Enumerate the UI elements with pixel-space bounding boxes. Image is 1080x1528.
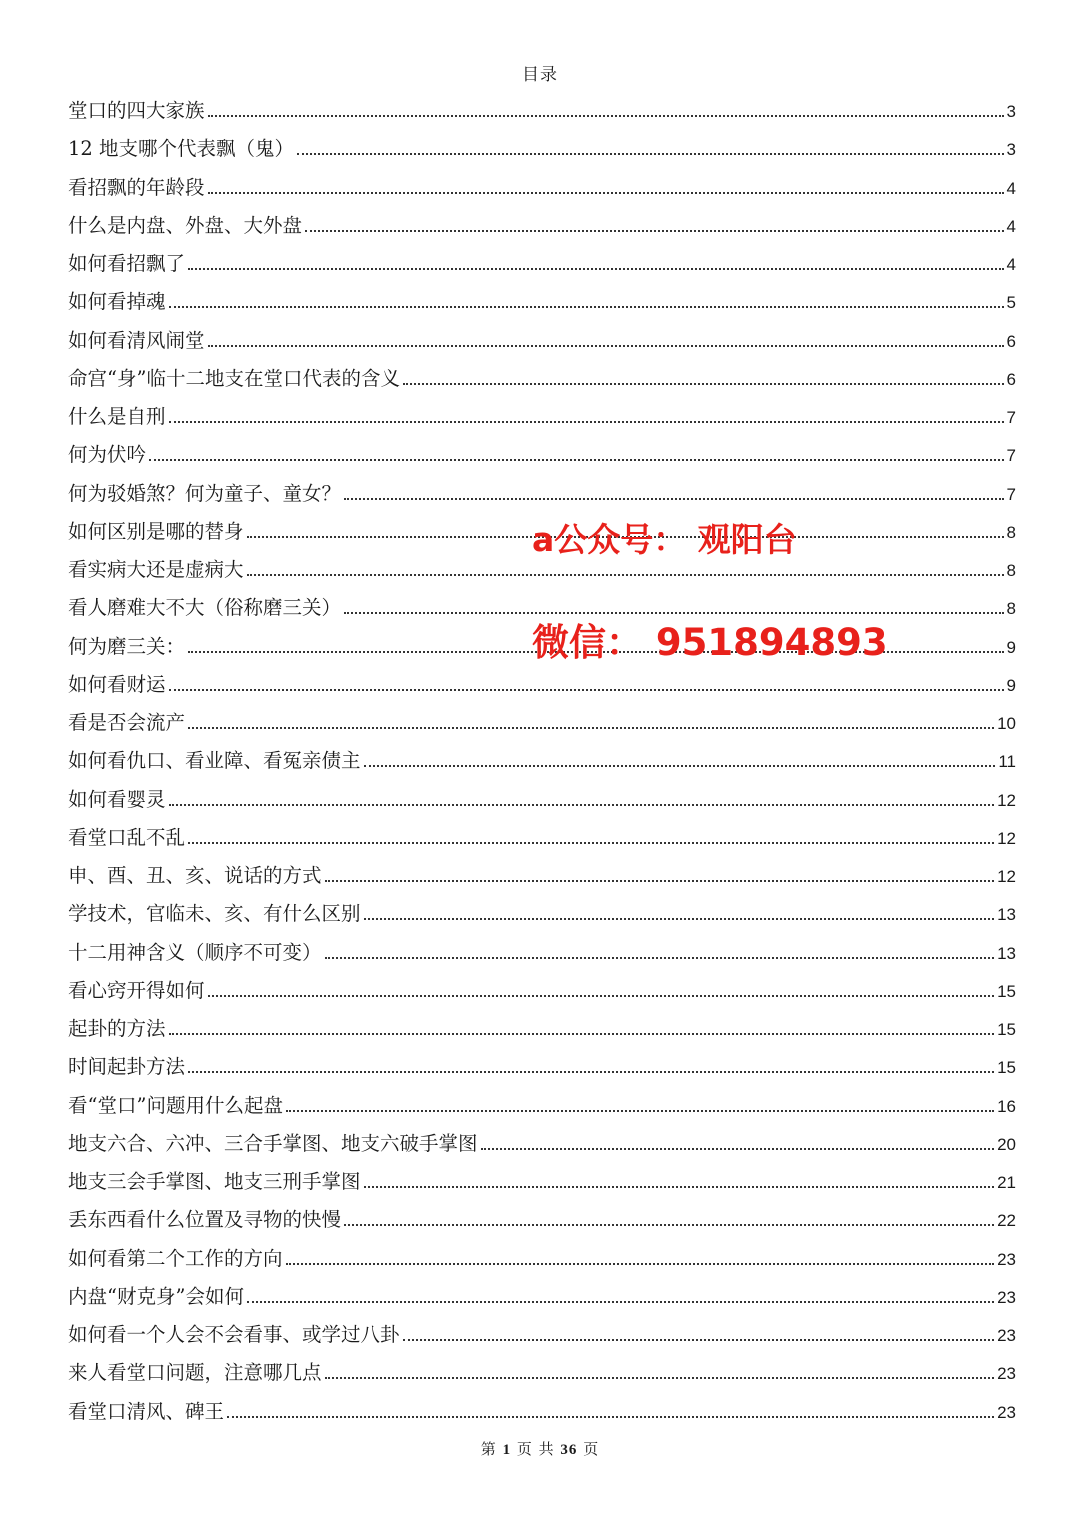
toc-entry-title: 丢东西看什么位置及寻物的快慢 bbox=[68, 1208, 342, 1232]
toc-dot-leader bbox=[481, 1148, 995, 1150]
toc-entry[interactable] bbox=[68, 283, 1016, 321]
toc-entry[interactable] bbox=[68, 436, 1016, 474]
toc-dot-leader bbox=[227, 1416, 994, 1418]
toc-entry-page-number: 9 bbox=[1006, 675, 1016, 695]
toc-entry-title: 地支三会手掌图、地支三刑手掌图 bbox=[68, 1170, 361, 1193]
toc-entry-page-number: 9 bbox=[1006, 637, 1016, 657]
toc-entry[interactable] bbox=[68, 1278, 1016, 1316]
toc-entry-title: 内盘“财克身”会如何 bbox=[68, 1284, 244, 1308]
toc-entry-title: 看人磨难大不大（俗称磨三关） bbox=[68, 596, 342, 620]
toc-dot-leader bbox=[188, 727, 994, 729]
toc-entry-page-number: 8 bbox=[1006, 561, 1016, 580]
toc-entry[interactable] bbox=[68, 322, 1016, 360]
toc-dot-leader bbox=[149, 459, 1004, 461]
toc-entry-page-number: 12 bbox=[997, 790, 1016, 810]
toc-entry-page-number: 11 bbox=[998, 752, 1016, 772]
toc-entry-page-number: 10 bbox=[997, 714, 1016, 733]
toc-dot-leader bbox=[364, 918, 995, 920]
toc-dot-leader bbox=[169, 1033, 995, 1035]
toc-entry-title: 何为磨三关： bbox=[68, 634, 186, 658]
footer-suffix: 页 bbox=[583, 1440, 600, 1458]
toc-dot-leader bbox=[403, 383, 1004, 385]
toc-entry-page-number: 13 bbox=[997, 905, 1016, 925]
toc-entry[interactable] bbox=[68, 781, 1016, 819]
toc-entry-page-number: 8 bbox=[1006, 599, 1016, 619]
toc-entry[interactable] bbox=[68, 704, 1016, 742]
toc-entry-page-number: 3 bbox=[1006, 140, 1016, 160]
toc-entry-page-number: 15 bbox=[997, 1020, 1016, 1039]
footer-total-pages: 36 bbox=[560, 1442, 578, 1458]
toc-entry[interactable] bbox=[68, 398, 1016, 436]
toc-entry[interactable] bbox=[68, 972, 1016, 1010]
toc-entry-page-number: 15 bbox=[997, 1058, 1016, 1078]
toc-entry-title: 起卦的方法 bbox=[68, 1017, 166, 1040]
toc-entry[interactable] bbox=[68, 169, 1016, 207]
toc-dot-leader bbox=[169, 804, 995, 806]
toc-entry-page-number: 20 bbox=[997, 1134, 1016, 1154]
toc-dot-leader bbox=[188, 1071, 994, 1073]
toc-entry[interactable] bbox=[68, 1316, 1016, 1354]
toc-dot-leader bbox=[169, 421, 1004, 423]
toc-entry[interactable] bbox=[68, 207, 1016, 245]
toc-dot-leader bbox=[188, 842, 994, 844]
toc-dot-leader bbox=[169, 689, 1004, 691]
toc-entry-title: 十二用神含义（顺序不可变） bbox=[68, 940, 322, 964]
toc-entry-page-number: 21 bbox=[997, 1173, 1016, 1192]
toc-entry-page-number: 4 bbox=[1006, 255, 1016, 274]
toc-entry[interactable] bbox=[68, 1201, 1016, 1239]
page-footer bbox=[0, 1438, 1080, 1459]
toc-dot-leader bbox=[297, 153, 1004, 155]
footer-current-page: 1 bbox=[502, 1442, 512, 1458]
toc-entry-page-number: 8 bbox=[1006, 522, 1016, 542]
toc-entry-page-number: 13 bbox=[997, 943, 1016, 963]
toc-entry-title: 12 地支哪个代表飘（鬼） bbox=[68, 137, 295, 161]
toc-entry-page-number: 7 bbox=[1006, 408, 1016, 427]
toc-entry-page-number: 23 bbox=[997, 1326, 1016, 1345]
toc-dot-leader bbox=[286, 1110, 994, 1112]
toc-dot-leader bbox=[208, 345, 1004, 347]
watermark-public-account: a公众号： 观阳台 bbox=[532, 520, 797, 559]
toc-entry-page-number: 3 bbox=[1006, 102, 1016, 121]
toc-entry-title: 何为驳婚煞？何为童子、童女？ bbox=[68, 481, 342, 505]
toc-entry[interactable] bbox=[68, 666, 1016, 704]
toc-entry-title: 看“堂口”问题用什么起盘 bbox=[68, 1093, 283, 1117]
toc-entry-page-number: 7 bbox=[1006, 446, 1016, 466]
toc-entry[interactable] bbox=[68, 92, 1016, 130]
toc-entry[interactable] bbox=[68, 1163, 1016, 1201]
toc-dot-leader bbox=[247, 1301, 994, 1303]
toc-entry[interactable] bbox=[68, 1393, 1016, 1431]
toc-entry[interactable] bbox=[68, 1125, 1016, 1163]
toc-entry-title: 如何看一个人会不会看事、或学过八卦 bbox=[68, 1323, 400, 1346]
toc-entry-title: 如何看清风闹堂 bbox=[68, 328, 205, 352]
toc-entry-page-number: 12 bbox=[997, 828, 1016, 848]
toc-entry-title: 看堂口乱不乱 bbox=[68, 825, 186, 849]
toc-dot-leader bbox=[247, 574, 1004, 576]
toc-entry-page-number: 23 bbox=[997, 1402, 1016, 1422]
toc-entry-title: 如何区别是哪的替身 bbox=[68, 519, 244, 543]
toc-entry[interactable] bbox=[68, 475, 1016, 513]
toc-entry-page-number: 12 bbox=[997, 867, 1016, 886]
toc-entry-title: 看堂口清风、碑王 bbox=[68, 1399, 225, 1423]
toc-entry-title: 申、酉、丑、亥、说话的方式 bbox=[68, 864, 322, 887]
toc-entry-page-number: 15 bbox=[997, 981, 1016, 1001]
toc-entry-title: 如何看财运 bbox=[68, 672, 166, 696]
toc-entry-title: 如何看招飘了 bbox=[68, 252, 186, 275]
toc-entry[interactable] bbox=[68, 130, 1016, 168]
toc-entry[interactable] bbox=[68, 857, 1016, 895]
toc-entry-title: 看实病大还是虚病大 bbox=[68, 558, 244, 581]
toc-dot-leader bbox=[286, 1263, 995, 1265]
toc-entry[interactable] bbox=[68, 1354, 1016, 1392]
toc-dot-leader bbox=[188, 268, 1004, 270]
toc-entry-title: 时间起卦方法 bbox=[68, 1055, 186, 1079]
toc-entry-title: 如何看婴灵 bbox=[68, 787, 166, 811]
toc-entry[interactable] bbox=[68, 245, 1016, 283]
toc-dot-leader bbox=[208, 115, 1004, 117]
toc-entry-page-number: 4 bbox=[1006, 216, 1016, 236]
toc-dot-leader bbox=[208, 995, 995, 997]
toc-entry[interactable] bbox=[68, 1240, 1016, 1278]
toc-dot-leader bbox=[325, 1377, 995, 1379]
toc-entry-page-number: 23 bbox=[997, 1364, 1016, 1384]
toc-entry-title: 如何看第二个工作的方向 bbox=[68, 1246, 283, 1270]
toc-entry-title: 命宫“身”临十二地支在堂口代表的含义 bbox=[68, 366, 400, 390]
toc-dot-leader bbox=[305, 230, 1004, 232]
toc-entry-title: 看招飘的年龄段 bbox=[68, 175, 205, 199]
toc-entry-page-number: 22 bbox=[997, 1211, 1016, 1231]
toc-dot-leader bbox=[344, 1224, 994, 1226]
toc-entry-title: 堂口的四大家族 bbox=[68, 99, 205, 122]
toc-dot-leader bbox=[325, 957, 995, 959]
toc-dot-leader bbox=[403, 1339, 995, 1341]
toc-entry[interactable] bbox=[68, 360, 1016, 398]
toc-dot-leader bbox=[208, 192, 1004, 194]
toc-dot-leader bbox=[344, 498, 1004, 500]
toc-entry-page-number: 16 bbox=[997, 1096, 1016, 1116]
toc-entry-title: 如何看掉魂 bbox=[68, 290, 166, 314]
toc-entry-page-number: 23 bbox=[997, 1249, 1016, 1269]
watermark-wechat: 微信： 951894893 bbox=[532, 621, 888, 664]
toc-entry[interactable] bbox=[68, 819, 1016, 857]
toc-entry-title: 地支六合、六冲、三合手掌图、地支六破手掌图 bbox=[68, 1131, 478, 1155]
toc-dot-leader bbox=[364, 765, 996, 767]
toc-entry-title: 什么是内盘、外盘、大外盘 bbox=[68, 213, 303, 237]
toc-entry-title: 什么是自刑 bbox=[68, 405, 166, 428]
toc-entry[interactable] bbox=[68, 934, 1016, 972]
toc-entry-title: 学技术，官临未、亥、有什么区别 bbox=[68, 902, 361, 926]
toc-entry[interactable] bbox=[68, 742, 1016, 780]
toc-entry-page-number: 5 bbox=[1006, 293, 1016, 313]
toc-dot-leader bbox=[169, 306, 1004, 308]
toc-entry-title: 看是否会流产 bbox=[68, 711, 186, 734]
toc-entry-title: 来人看堂口问题，注意哪几点 bbox=[68, 1361, 322, 1385]
toc-entry-page-number: 4 bbox=[1006, 178, 1016, 198]
toc-entry[interactable] bbox=[68, 1010, 1016, 1048]
toc-entry-page-number: 7 bbox=[1006, 484, 1016, 504]
toc-entry-page-number: 23 bbox=[997, 1287, 1016, 1307]
table-of-contents bbox=[68, 92, 1016, 1431]
toc-dot-leader bbox=[364, 1186, 995, 1188]
toc-entry[interactable] bbox=[68, 895, 1016, 933]
toc-entry-title: 看心窍开得如何 bbox=[68, 978, 205, 1002]
footer-middle: 页 共 bbox=[516, 1440, 555, 1458]
toc-entry-title: 何为伏吟 bbox=[68, 443, 147, 467]
page-title: 目录 bbox=[522, 65, 558, 85]
toc-dot-leader bbox=[325, 880, 995, 882]
toc-entry[interactable] bbox=[68, 1048, 1016, 1086]
toc-entry[interactable] bbox=[68, 1087, 1016, 1125]
footer-prefix: 第 bbox=[480, 1440, 497, 1458]
toc-entry-page-number: 6 bbox=[1006, 369, 1016, 389]
toc-entry-page-number: 6 bbox=[1006, 331, 1016, 351]
toc-entry-title: 如何看仇口、看业障、看冤亲债主 bbox=[68, 749, 361, 773]
